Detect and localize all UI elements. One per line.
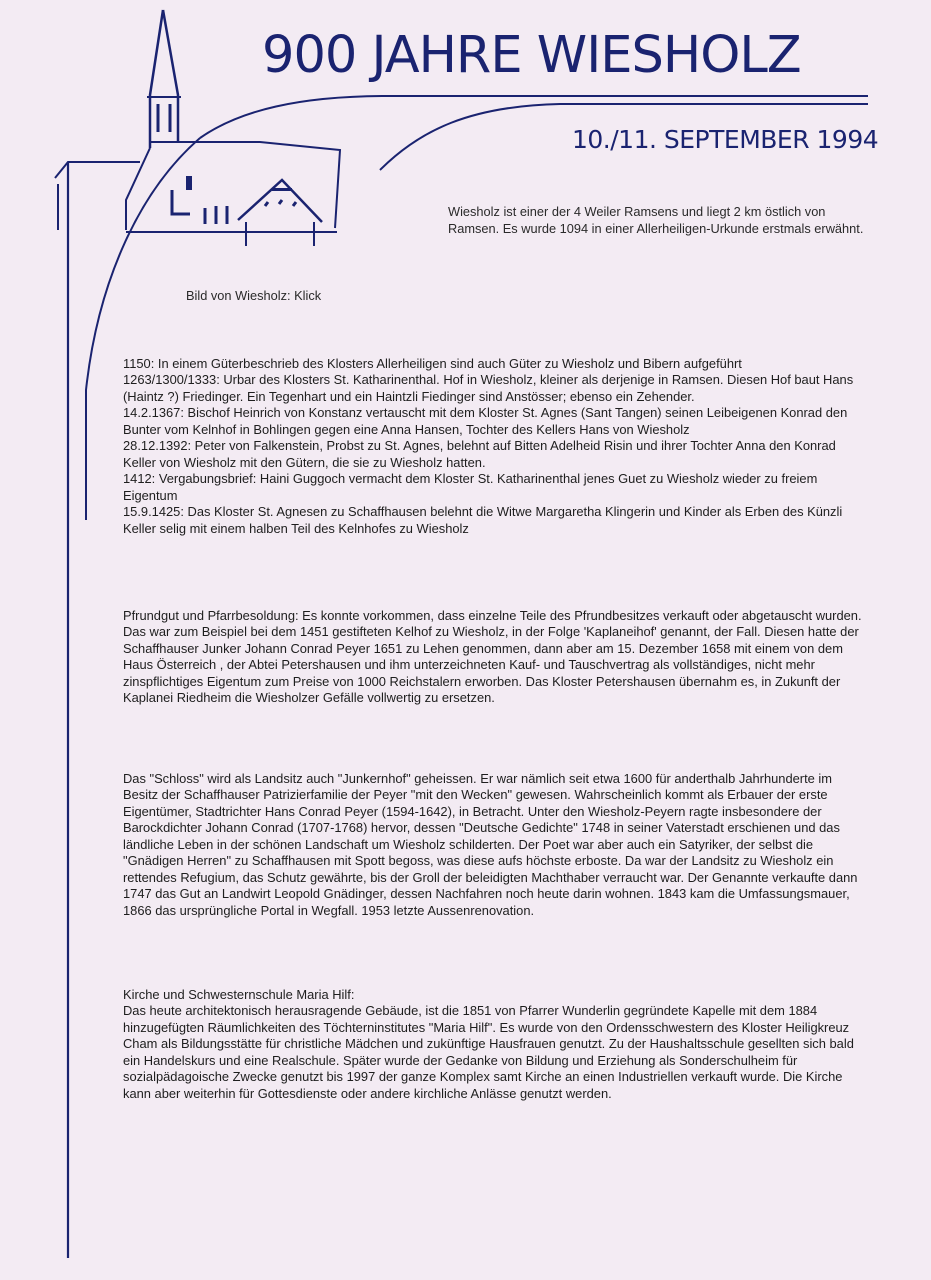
intro-paragraph: Wiesholz ist einer der 4 Weiler Ramsens und liegt 2 km östlich von Ramsen. Es wurde 1094 in einer Allerheiligen-Urkunde erstmals erwähnt.: [448, 204, 864, 236]
schloss-paragraph: Das "Schloss" wird als Landsitz auch "Junkernhof" geheissen. Er war nämlich seit etwa 1600 für anderthalb Jahrhunderte im Besitz der Schaffhauser Patrizierfamilie der Peyer "mit den Wecken" gewesen. Wahrscheinlich kommt als Erbauer der erste Eigentümer, Stadtrichter Hans Conrad Peyer (1594-1642), in Betracht. Unter den Wiesholz-Peyern ragte insbesondere der Barockdichter Johann Conrad (1707-1768) hervor, dessen "Deutsche Gedichte" 1748 in seiner Vaterstadt erschienen und das ländliche Leben in der schönen Landschaft um Wiesholz schilderten. Der Poet war aber auch ein Satyriker, der selbst die "Gnädigen Herren" zu Schaffhausen mit Spott begoss, was diese aufs höchste erboste. Da war der Landsitz zu Wiesholz ein rettendes Refugium, das Schutz gewährte, bis der Groll der beleidigten Machthaber verraucht war. Der Genannte verkaufte dann 1747 das Gut an Landwirt Leopold Gnädinger, dessen Nachfahren noch heute darin wohnen. 1843 kam die Umfassungsmauer, 1866 das ursprüngliche Portal in Wegfall. 1953 letzte Aussenrenovation.: [123, 771, 858, 918]
pfrund-section: [123, 608, 868, 707]
event-date: 10./11. SEPTEMBER 1994: [572, 125, 879, 154]
history-entry-1425: 15.9.1425: Das Kloster St. Agnesen zu Schaffhausen belehnt die Witwe Margaretha Klingerin und Kinder als Erben des Künzli Keller selig mit einem halben Teil des Kelnhofes zu Wiesholz: [123, 504, 843, 536]
history-entry-1263: 1263/1300/1333: Urbar des Klosters St. Katharinenthal. Hof in Wiesholz, kleiner als derjenige in Ramsen. Diesen Hof baut Hans (Haintz ?) Friedinger. Ein Tegenhart und ein Haintzli Fiedinger sind Anstösser; ebenso ein Zehender.: [123, 372, 854, 404]
kirche-section: [123, 987, 868, 1102]
history-entry-1150: 1150: In einem Güterbeschrieb des Klosters Allerheiligen sind auch Güter zu Wiesholz und Bibern aufgeführt: [123, 356, 742, 371]
history-entry-1367: 14.2.1367: Bischof Heinrich von Konstanz vertauscht mit dem Kloster St. Agnes (Sant Tangen) seinen Leibeigenen Konrad den Bunter vom Kelnhof in Bohlingen gegen eine Anna Hansen, Tochter des Kellers Hans von Wiesholz: [123, 405, 848, 437]
image-link[interactable]: Bild von Wiesholz: Klick: [186, 288, 322, 303]
history-entry-1392: 28.12.1392: Peter von Falkenstein, Probst zu St. Agnes, belehnt auf Bitten Adelheid Risin und ihrer Tochter Anna den Konrad Keller von Wiesholz mit den Gütern, die sie zu Wiesholz hatten.: [123, 438, 836, 470]
kirche-heading: Kirche und Schwesternschule Maria Hilf:: [123, 987, 355, 1002]
schloss-section: [123, 771, 868, 919]
history-entries: [123, 356, 868, 537]
history-entry-1412: 1412: Vergabungsbrief: Haini Guggoch vermacht dem Kloster St. Katharinenthal jenes Guet zu Wiesholz wieder zu freiem Eigentum: [123, 471, 818, 503]
pfrund-heading: Pfrundgut und Pfarrbesoldung: Es konnte vorkommen, dass einzelne Teile des Pfrundbesitzes verkauft oder abgetauscht wurden.: [123, 608, 862, 623]
kirche-paragraph: Das heute architektonisch herausragende Gebäude, ist die 1851 von Pfarrer Wunderlin gegründete Kapelle mit dem 1884 hinzugefügten Räumlichkeiten des Töchterninstitutes "Maria Hilf". Es wurde von den Ordensschwestern des Kloster Heiligkreuz Cham als Bildungsstätte für christliche Mädchen und zukünftige Hausfrauen genutzt. Zu der Haushaltsschule gesellten sich bald ein Handelskurs und eine Realschule. Später wurde der Gedanke von Bildung und Erziehung als Sonderschulheim für sozialpädagoische Zwecke genutzt bis 1997 der ganze Komplex samt Kirche an einen Industriellen verkauft wurde. Die Kirche kann aber weiterhin für Gottesdienste oder andere kirchliche Anlässe genutzt werden.: [123, 1003, 854, 1101]
page-title: 900 JAHRE WIESHOLZ: [262, 26, 801, 85]
pfrund-paragraph: Das war zum Beispiel bei dem 1451 gestifteten Kelhof zu Wiesholz, in der Folge 'Kaplaneihof' genannt, der Fall. Diesen hatte der Schaffhauser Junker Johann Conrad Peyer 1651 zu Lehen genommen, dann aber am 15. Dezember 1658 mit einem von dem Haus Österreich , der Abtei Petershausen und ihm unterzeichneten Kauf- und Tauschvertrag als vollständiges, nicht mehr zinspflichtiges Eigentum zum Preise von 1000 Reichstalern erworben. Das Kloster Petershausen übernahm es, in Zukunft der Kaplanei Riedheim die Wiesholzer Gefälle vollwertig zu ersetzen.: [123, 624, 859, 706]
